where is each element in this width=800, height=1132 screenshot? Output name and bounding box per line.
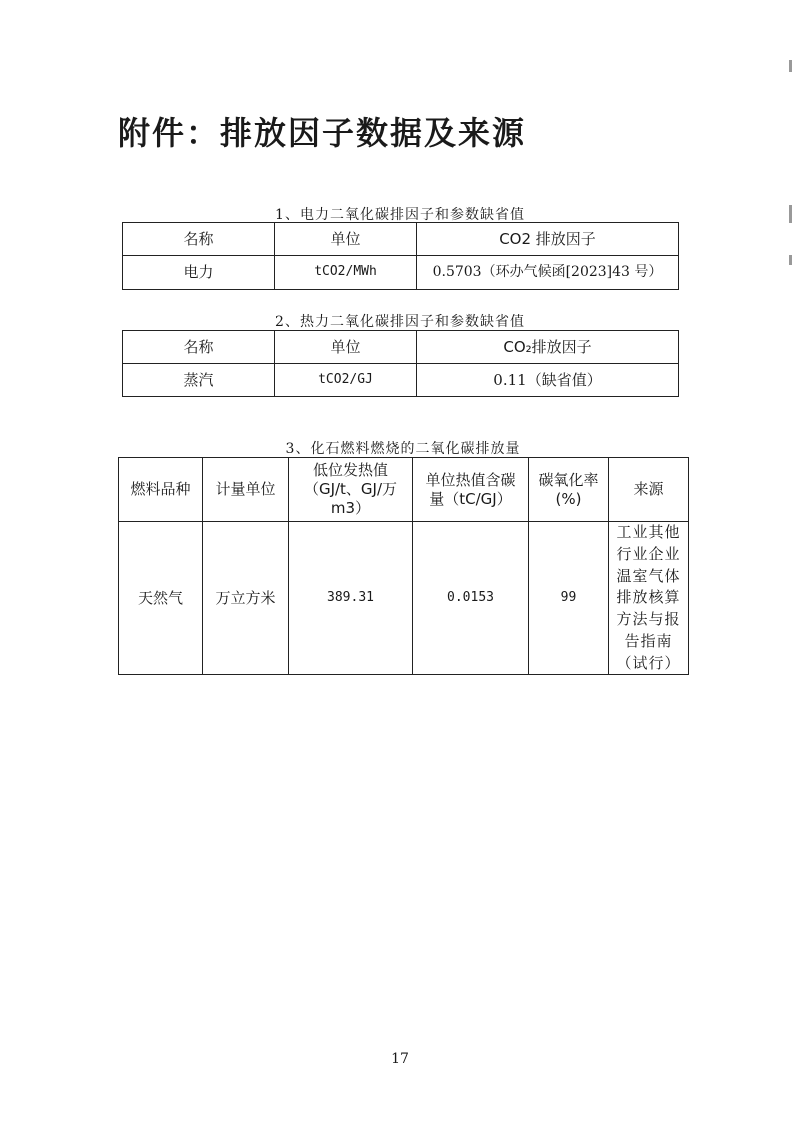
table1-cell-factor: 0.5703（环办气候函[2023]43 号） <box>417 256 679 290</box>
table3-header-source: 来源 <box>609 458 689 522</box>
table2-caption: 2、热力二氧化碳排因子和参数缺省值 <box>275 314 525 330</box>
fossil-fuel-table <box>118 457 689 675</box>
electricity-factor-table <box>122 222 679 290</box>
table3-cell-carbon: 0.0153 <box>413 522 529 675</box>
table3-header-ncv: 低位发热值（GJ/t、GJ/万m3） <box>289 458 413 522</box>
page-number: 17 <box>391 1051 409 1067</box>
table3-header-fuel: 燃料品种 <box>119 458 203 522</box>
scan-edge-mark <box>789 205 792 223</box>
table3-header-oxidation: 碳氧化率(%) <box>529 458 609 522</box>
table3-header-carbon: 单位热值含碳量（tC/GJ） <box>413 458 529 522</box>
table1-cell-unit: tCO2/MWh <box>275 256 417 290</box>
page-title: 附件：排放因子数据及来源 <box>118 114 527 152</box>
scan-edge-mark <box>789 60 792 72</box>
table3-cell-ncv: 389.31 <box>289 522 413 675</box>
table3-cell-source: 工业其他行业企业温室气体排放核算方法与报告指南（试行） <box>609 522 689 675</box>
table1-cell-name: 电力 <box>123 256 275 290</box>
table3-caption: 3、化石燃料燃烧的二氧化碳排放量 <box>285 441 521 457</box>
table2-header-name: 名称 <box>123 331 275 364</box>
scan-edge-mark <box>789 255 792 265</box>
table1-header-unit: 单位 <box>275 223 417 256</box>
heat-factor-table <box>122 330 679 397</box>
table2-cell-name: 蒸汽 <box>123 364 275 397</box>
table1-header-factor: CO2 排放因子 <box>417 223 679 256</box>
table1-header-name: 名称 <box>123 223 275 256</box>
table2-cell-unit: tCO2/GJ <box>275 364 417 397</box>
table3-cell-unit: 万立方米 <box>203 522 289 675</box>
table1-caption: 1、电力二氧化碳排因子和参数缺省值 <box>275 207 525 223</box>
table3-cell-fuel: 天然气 <box>119 522 203 675</box>
table2-header-unit: 单位 <box>275 331 417 364</box>
table3-cell-oxidation: 99 <box>529 522 609 675</box>
table2-cell-factor: 0.11（缺省值） <box>417 364 679 397</box>
table2-header-factor: CO₂排放因子 <box>417 331 679 364</box>
table3-header-unit: 计量单位 <box>203 458 289 522</box>
